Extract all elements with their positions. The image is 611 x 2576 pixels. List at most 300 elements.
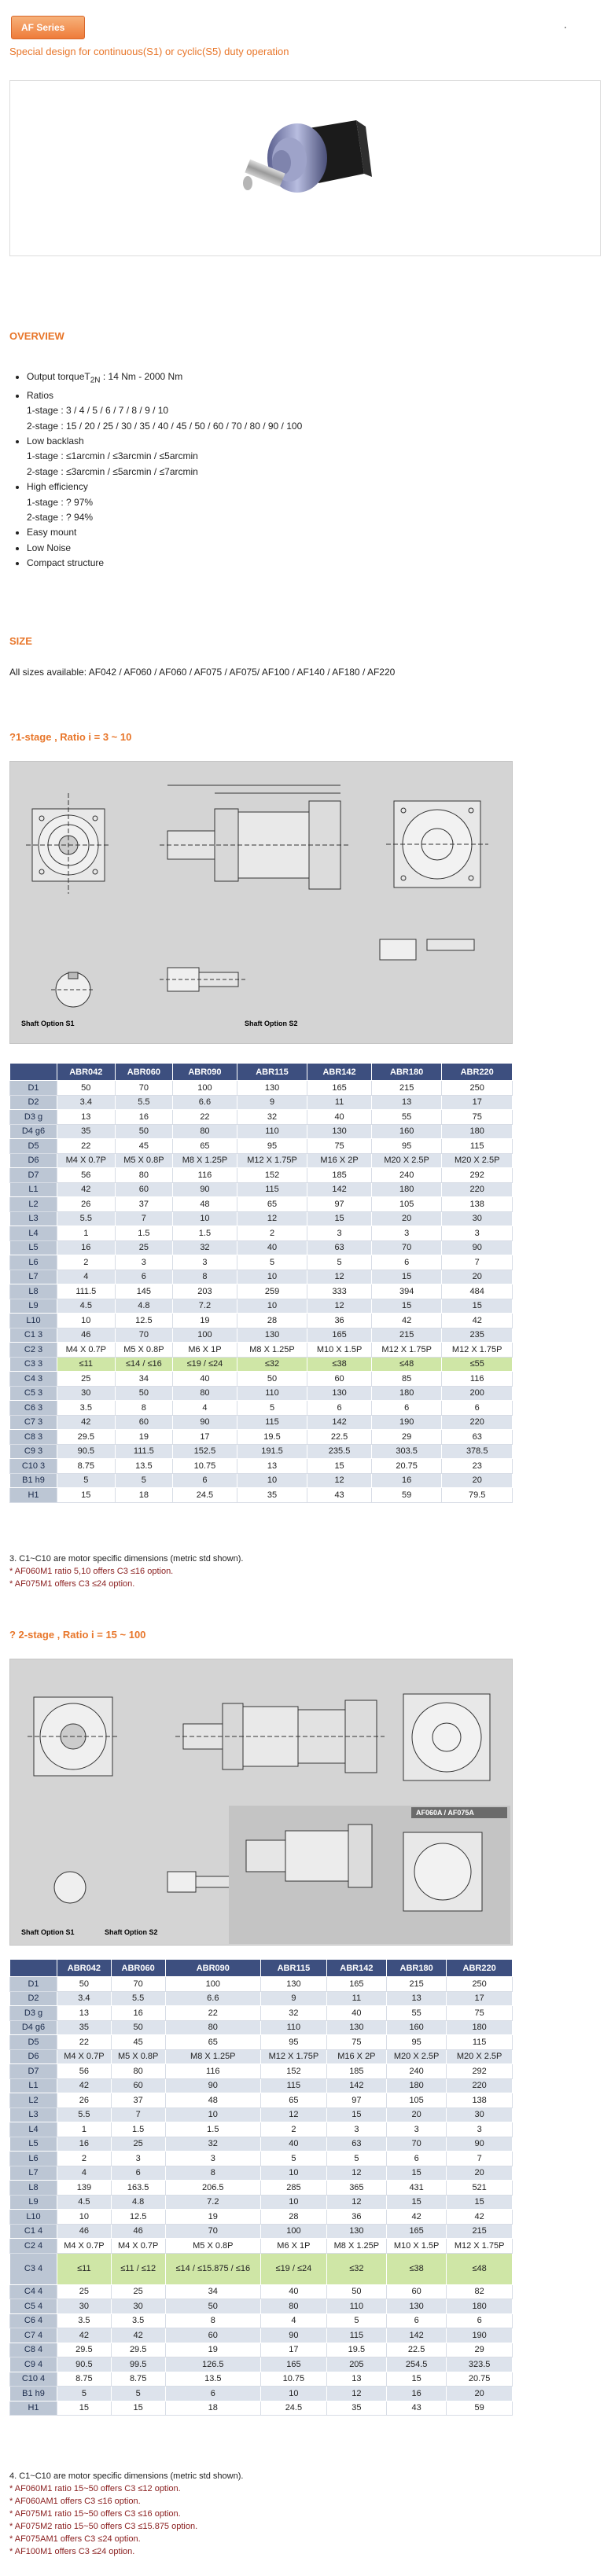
table-cell: ≤48 (371, 1357, 442, 1372)
table-cell: 42 (442, 1314, 513, 1328)
table-cell: 1 (57, 1226, 116, 1241)
table-cell: 37 (111, 2093, 165, 2108)
column-header: ABR220 (447, 1960, 513, 1977)
table-cell: 75 (447, 2006, 513, 2021)
table-cell: 1 (57, 2122, 112, 2137)
stage1-note-b: * AF075M1 offers C3 ≤24 option. (9, 1579, 135, 1589)
row-label: C3 3 (10, 1357, 57, 1372)
table-cell: 22 (57, 1139, 116, 1154)
table-cell: 3 (115, 1255, 173, 1270)
table-cell: 20 (447, 2166, 513, 2181)
table-cell: 333 (307, 1284, 372, 1299)
table-cell: 16 (371, 1473, 442, 1488)
table-cell: 35 (237, 1488, 307, 1503)
table-cell: 40 (261, 2284, 327, 2299)
table-cell: 6 (307, 1401, 372, 1416)
table-cell: 80 (173, 1124, 237, 1139)
table-cell: 24.5 (173, 1488, 237, 1503)
table-row (10, 2181, 513, 2196)
table-cell: 180 (442, 1124, 513, 1139)
table-cell: 6 (371, 1401, 442, 1416)
table-row (10, 1139, 513, 1154)
table-cell: 22.5 (387, 2343, 447, 2357)
table-cell: 130 (261, 1977, 327, 1992)
table-cell: 23 (442, 1459, 513, 1474)
table-cell: ≤48 (447, 2253, 513, 2284)
table-cell: ≤11 (57, 2253, 112, 2284)
table-cell: 4 (261, 2313, 327, 2328)
table-row (10, 2166, 513, 2181)
table-cell: ≤38 (307, 1357, 372, 1372)
table-cell: 200 (442, 1386, 513, 1401)
table-cell: M12 X 1.75P (371, 1343, 442, 1358)
table-row (10, 2093, 513, 2108)
table-cell: 1.5 (165, 2122, 261, 2137)
table-cell: 12 (326, 2166, 386, 2181)
row-label: C6 3 (10, 1401, 57, 1416)
table-row (10, 1168, 513, 1183)
table-cell: 15 (307, 1211, 372, 1226)
table-cell: 484 (442, 1284, 513, 1299)
table-cell: 431 (387, 2181, 447, 2196)
column-header: ABR142 (307, 1064, 372, 1081)
table-cell: 26 (57, 2093, 112, 2108)
table-cell: 60 (111, 2078, 165, 2093)
table-cell: 59 (371, 1488, 442, 1503)
row-label: C6 4 (10, 2313, 57, 2328)
row-label: L1 (10, 2078, 57, 2093)
table-cell: 90 (173, 1415, 237, 1430)
table-cell: 12 (307, 1270, 372, 1284)
table-row (10, 2195, 513, 2210)
table-row (10, 1386, 513, 1401)
table-cell: 3.5 (57, 1401, 116, 1416)
table-cell: 100 (165, 1977, 261, 1992)
table-cell: 15 (307, 1459, 372, 1474)
table-cell: 17 (442, 1095, 513, 1110)
table-cell: 7 (447, 2152, 513, 2166)
table-cell: 32 (165, 2137, 261, 2152)
table-cell: 3.4 (57, 1991, 112, 2006)
table-cell: 42 (57, 1415, 116, 1430)
table-row (10, 2006, 513, 2021)
table-cell: 46 (57, 1328, 116, 1343)
table-cell: M4 X 0.7P (111, 2239, 165, 2254)
table-cell: 215 (371, 1081, 442, 1096)
table-cell: 138 (447, 2093, 513, 2108)
row-label: L9 (10, 1299, 57, 1314)
table-cell: 34 (115, 1372, 173, 1387)
table-cell: 10 (261, 2387, 327, 2401)
table-cell: 65 (173, 1139, 237, 1154)
table-row (10, 2078, 513, 2093)
row-label: H1 (10, 2401, 57, 2416)
column-header: ABR220 (442, 1064, 513, 1081)
table-row (10, 2372, 513, 2387)
table-cell: 3 (371, 1226, 442, 1241)
table-cell: 185 (307, 1168, 372, 1183)
table-cell: 99.5 (111, 2357, 165, 2372)
table-row (10, 1314, 513, 1328)
table-cell: M4 X 0.7P (57, 1343, 116, 1358)
table-cell: 43 (387, 2401, 447, 2416)
column-header (10, 1064, 57, 1081)
table-cell: 116 (173, 1168, 237, 1183)
table-cell: 6 (165, 2387, 261, 2401)
table-cell: 5 (115, 1473, 173, 1488)
table-cell: 152.5 (173, 1444, 237, 1459)
table-cell: 11 (307, 1095, 372, 1110)
row-label: D3 g (10, 2006, 57, 2021)
table-cell: 145 (115, 1284, 173, 1299)
table-cell: 6 (447, 2313, 513, 2328)
row-label: D5 (10, 2035, 57, 2050)
table-cell: 10 (237, 1270, 307, 1284)
row-label: D2 (10, 1991, 57, 2006)
table-row (10, 2401, 513, 2416)
row-label: L5 (10, 1240, 57, 1255)
table-cell: M10 X 1.5P (307, 1343, 372, 1358)
table-cell: 13 (57, 2006, 112, 2021)
table-cell: 25 (115, 1240, 173, 1255)
table-cell: 17 (173, 1430, 237, 1445)
table-cell: 22 (173, 1110, 237, 1125)
table-cell: 20 (371, 1211, 442, 1226)
table-cell: 25 (57, 1372, 116, 1387)
table-cell: ≤32 (326, 2253, 386, 2284)
table-cell: 115 (237, 1415, 307, 1430)
table-cell: 6 (371, 1255, 442, 1270)
feature-easy-mount: • Easy mount (27, 525, 591, 540)
table-cell: 56 (57, 2064, 112, 2079)
table-cell: 40 (261, 2137, 327, 2152)
feature-efficiency: • High efficiency 1-stage : ? 97% 2-stage : ? 94% (27, 480, 591, 525)
table-cell: 220 (442, 1415, 513, 1430)
table-cell: 29.5 (111, 2343, 165, 2357)
table-cell: 235 (442, 1328, 513, 1343)
table-cell: 90 (442, 1240, 513, 1255)
table-cell: 165 (307, 1328, 372, 1343)
table-cell: 5.5 (57, 1211, 116, 1226)
table-cell: 90.5 (57, 2357, 112, 2372)
stage1-heading: ?1-stage , Ratio i = 3 ~ 10 (9, 731, 132, 743)
table-cell: 3 (447, 2122, 513, 2137)
table-cell: 215 (371, 1328, 442, 1343)
table-cell: 42 (57, 1182, 116, 1197)
table-cell: 4 (57, 1270, 116, 1284)
table-cell: M8 X 1.25P (173, 1153, 237, 1168)
table-cell: 8.75 (111, 2372, 165, 2387)
table-cell: 17 (261, 2343, 327, 2357)
table-cell: 25 (57, 2284, 112, 2299)
table-row (10, 1488, 513, 1503)
table-row (10, 1415, 513, 1430)
table-cell: 1.5 (115, 1226, 173, 1241)
table-cell: 394 (371, 1284, 442, 1299)
table-cell: 292 (447, 2064, 513, 2079)
column-header: ABR115 (261, 1960, 327, 1977)
table-cell: 10.75 (173, 1459, 237, 1474)
stage2-spec-table (9, 1959, 513, 2416)
table-cell: 191.5 (237, 1444, 307, 1459)
table-cell: M12 X 1.75P (237, 1153, 307, 1168)
row-label: D4 g6 (10, 2020, 57, 2035)
table-cell: 32 (237, 1110, 307, 1125)
table-cell: 215 (447, 2224, 513, 2239)
row-label: L6 (10, 2152, 57, 2166)
table-cell: M12 X 1.75P (442, 1343, 513, 1358)
row-label: L8 (10, 1284, 57, 1299)
table-cell: 110 (237, 1386, 307, 1401)
table-cell: 378.5 (442, 1444, 513, 1459)
table-cell: 3 (387, 2122, 447, 2137)
table-cell: 165 (387, 2224, 447, 2239)
row-label: C8 3 (10, 1430, 57, 1445)
table-cell: 97 (307, 1197, 372, 1212)
table-cell: 4.5 (57, 1299, 116, 1314)
table-cell: 15 (387, 2195, 447, 2210)
table-cell: 10 (173, 1211, 237, 1226)
table-cell: 130 (326, 2020, 386, 2035)
table-cell: 32 (173, 1240, 237, 1255)
table-cell: M5 X 0.8P (115, 1343, 173, 1358)
table-row (10, 1977, 513, 1992)
row-label: B1 h9 (10, 2387, 57, 2401)
table-cell: 70 (165, 2224, 261, 2239)
feature-ratios: • Ratios 1-stage : 3 / 4 / 5 / 6 / 7 / 8 / 9 / 10 2-stage : 15 / 20 / 25 / 30 / 35 / 40 / 45 / 50 / 60 / 70 / 80 / 90 / 100 (27, 388, 591, 434)
table-cell: 126.5 (165, 2357, 261, 2372)
table-cell: 203 (173, 1284, 237, 1299)
table-cell: 3 (307, 1226, 372, 1241)
table-cell: 12.5 (115, 1314, 173, 1328)
table-cell: 12 (307, 1299, 372, 1314)
table-cell: 235.5 (307, 1444, 372, 1459)
table-cell: 205 (326, 2357, 386, 2372)
stage2-notes (9, 2470, 243, 2558)
stage1-note-a: * AF060M1 ratio 5,10 offers C3 ≤16 option. (9, 1567, 174, 1576)
table-row (10, 1357, 513, 1372)
table-cell: 110 (261, 2020, 327, 2035)
table-cell: 116 (165, 2064, 261, 2079)
table-cell: 45 (111, 2035, 165, 2050)
table-cell: 37 (115, 1197, 173, 1212)
table-cell: 13 (57, 1110, 116, 1125)
table-cell: 95 (371, 1139, 442, 1154)
table-cell: 4 (57, 2166, 112, 2181)
table-row (10, 2313, 513, 2328)
table-cell: 8 (173, 1270, 237, 1284)
table-cell: 152 (261, 2064, 327, 2079)
table-cell: 240 (371, 1168, 442, 1183)
table-cell: 40 (326, 2006, 386, 2021)
table-row (10, 1182, 513, 1197)
row-label: L2 (10, 2093, 57, 2108)
table-cell: 13 (387, 1991, 447, 2006)
table-cell: 10 (261, 2195, 327, 2210)
table-row (10, 2224, 513, 2239)
table-cell: M10 X 1.5P (387, 2239, 447, 2254)
row-label: C7 3 (10, 1415, 57, 1430)
stage1-shaft-s1-label: Shaft Option S1 (21, 1020, 75, 1027)
table-cell: 80 (165, 2020, 261, 2035)
table-row (10, 2137, 513, 2152)
feature-list (9, 369, 591, 571)
table-cell: 10 (261, 2166, 327, 2181)
column-header: ABR142 (326, 1960, 386, 1977)
table-cell: 5.5 (111, 1991, 165, 2006)
table-cell: 20.75 (371, 1459, 442, 1474)
table-cell: M20 X 2.5P (447, 2049, 513, 2064)
stage1-note-main: 3. C1~C10 are motor specific dimensions (metric std shown). (9, 1554, 244, 1564)
stage2-note-main: 4. C1~C10 are motor specific dimensions (metric std shown). (9, 2471, 244, 2481)
table-row (10, 2253, 513, 2284)
table-cell: M6 X 1P (261, 2239, 327, 2254)
table-cell: 13.5 (115, 1459, 173, 1474)
table-cell: 2 (57, 2152, 112, 2166)
table-cell: 79.5 (442, 1488, 513, 1503)
table-cell: ≤19 / ≤24 (173, 1357, 237, 1372)
table-cell: 165 (307, 1081, 372, 1096)
row-label: D5 (10, 1139, 57, 1154)
table-cell: 29.5 (57, 1430, 116, 1445)
table-cell: 19.5 (326, 2343, 386, 2357)
table-cell: 111.5 (115, 1444, 173, 1459)
table-cell: 250 (447, 1977, 513, 1992)
table-cell: 20 (442, 1473, 513, 1488)
table-cell: M16 X 2P (326, 2049, 386, 2064)
table-cell: M5 X 0.8P (111, 2049, 165, 2064)
table-cell: 3.5 (57, 2313, 112, 2328)
stage2-note: * AF075AM1 offers C3 ≤24 option. (9, 2534, 141, 2544)
table-cell: 323.5 (447, 2357, 513, 2372)
table-cell: 160 (387, 2020, 447, 2035)
table-cell: 24.5 (261, 2401, 327, 2416)
table-cell: 142 (387, 2328, 447, 2343)
row-label: D2 (10, 1095, 57, 1110)
table-cell: 3 (111, 2152, 165, 2166)
table-cell: 55 (371, 1110, 442, 1125)
table-cell: 26 (57, 1197, 116, 1212)
feature-torque: • Output torqueT$_{2N}$ : 14 Nm - 2000 Nm (27, 369, 591, 388)
table-cell: 20 (442, 1270, 513, 1284)
table-cell: 10 (237, 1473, 307, 1488)
stage2-dimension-drawing (9, 1659, 513, 1946)
row-label: L9 (10, 2195, 57, 2210)
table-cell: 60 (165, 2328, 261, 2343)
table-cell: 5 (326, 2152, 386, 2166)
table-row (10, 1343, 513, 1358)
table-row (10, 1110, 513, 1125)
table-cell: 80 (173, 1386, 237, 1401)
table-cell: 35 (57, 2020, 112, 2035)
table-cell: 165 (261, 2357, 327, 2372)
table-cell: 292 (442, 1168, 513, 1183)
table-cell: 13 (371, 1095, 442, 1110)
table-cell: 6.6 (173, 1095, 237, 1110)
table-cell: 152 (237, 1168, 307, 1183)
table-row (10, 2210, 513, 2225)
table-cell: 110 (326, 2299, 386, 2314)
table-cell: M20 X 2.5P (442, 1153, 513, 1168)
table-cell: 365 (326, 2181, 386, 2196)
table-cell: 42 (447, 2210, 513, 2225)
row-label: B1 h9 (10, 1473, 57, 1488)
stage2-heading: ? 2-stage , Ratio i = 15 ~ 100 (9, 1629, 146, 1641)
sizes-available: All sizes available: AF042 / AF060 / AF060 / AF075 / AF075/ AF100 / AF140 / AF180 / AF220 (9, 667, 396, 678)
table-cell: 16 (115, 1110, 173, 1125)
table-cell: 28 (261, 2210, 327, 2225)
table-cell: 5 (307, 1255, 372, 1270)
table-cell: 285 (261, 2181, 327, 2196)
table-cell: 3.4 (57, 1095, 116, 1110)
size-heading: SIZE (9, 635, 32, 647)
table-row (10, 1211, 513, 1226)
table-cell: 5 (326, 2313, 386, 2328)
table-cell: 90.5 (57, 1444, 116, 1459)
table-cell: 50 (115, 1386, 173, 1401)
table-cell: 90 (447, 2137, 513, 2152)
column-header: ABR042 (57, 1064, 116, 1081)
table-cell: 6 (111, 2166, 165, 2181)
table-cell: M5 X 0.8P (165, 2239, 261, 2254)
table-cell: 45 (115, 1139, 173, 1154)
table-cell: 15 (57, 1488, 116, 1503)
column-header: ABR042 (57, 1960, 112, 1977)
table-cell: 130 (307, 1386, 372, 1401)
table-cell: 180 (387, 2078, 447, 2093)
table-cell: 85 (371, 1372, 442, 1387)
table-cell: 20.75 (447, 2372, 513, 2387)
table-row (10, 2107, 513, 2122)
table-row (10, 2239, 513, 2254)
row-label: L2 (10, 1197, 57, 1212)
table-cell: 3 (326, 2122, 386, 2137)
stage2-shaft-s1-label: Shaft Option S1 (21, 1928, 75, 1936)
table-row (10, 1401, 513, 1416)
table-row (10, 1299, 513, 1314)
table-cell: 22 (57, 2035, 112, 2050)
table-row (10, 2328, 513, 2343)
table-cell: 100 (173, 1081, 237, 1096)
table-cell: 12 (237, 1211, 307, 1226)
table-cell: 28 (237, 1314, 307, 1328)
table-row (10, 2357, 513, 2372)
table-cell: 42 (371, 1314, 442, 1328)
stage1-spec-table (9, 1063, 513, 1503)
table-cell: 100 (261, 2224, 327, 2239)
table-cell: 100 (173, 1328, 237, 1343)
table-cell: 130 (237, 1081, 307, 1096)
table-cell: 90 (261, 2328, 327, 2343)
table-cell: 65 (261, 2093, 327, 2108)
table-cell: M12 X 1.75P (261, 2049, 327, 2064)
table-cell: 2 (57, 1255, 116, 1270)
table-cell: 5 (261, 2152, 327, 2166)
row-label: C10 4 (10, 2372, 57, 2387)
table-cell: 13 (237, 1459, 307, 1474)
table-cell: 90 (173, 1182, 237, 1197)
table-cell: 63 (307, 1240, 372, 1255)
table-cell: 190 (371, 1415, 442, 1430)
series-button[interactable]: AF Series (11, 16, 85, 39)
row-label: C2 4 (10, 2239, 57, 2254)
table-cell: 163.5 (111, 2181, 165, 2196)
table-cell: 29 (371, 1430, 442, 1445)
table-row (10, 1473, 513, 1488)
table-cell: 115 (442, 1139, 513, 1154)
table-cell: 46 (57, 2224, 112, 2239)
table-cell: 30 (111, 2299, 165, 2314)
